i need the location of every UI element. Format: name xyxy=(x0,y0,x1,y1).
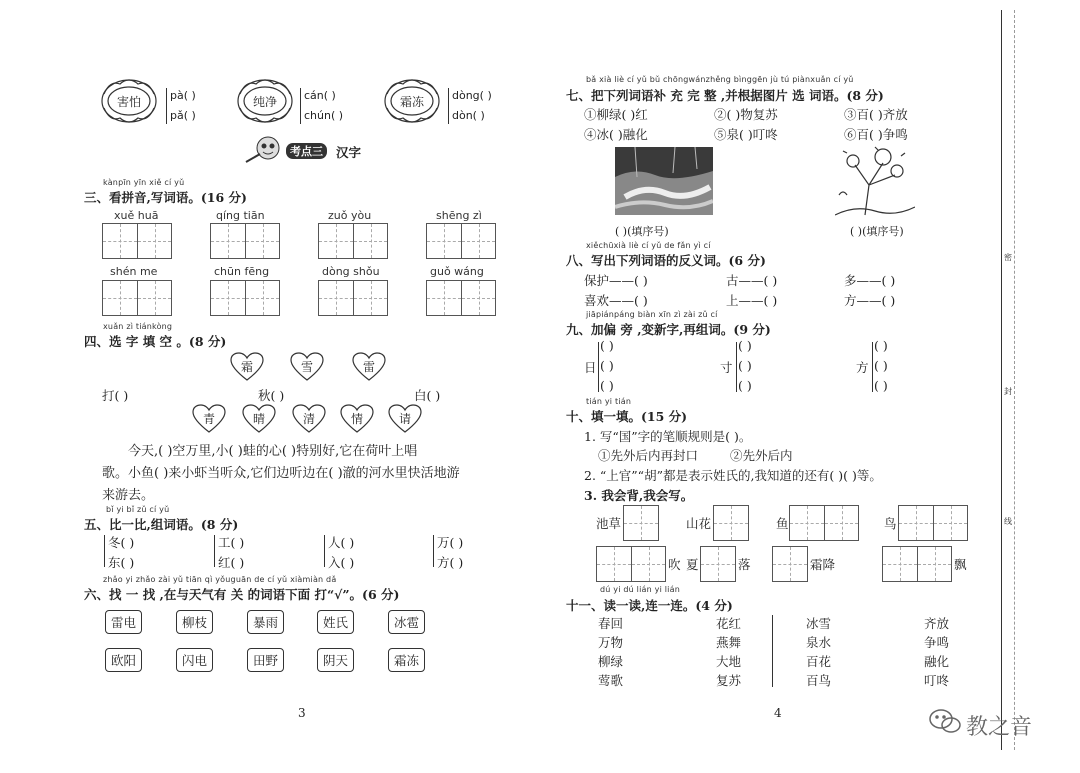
section-title: 五、比一比,组词语。(8 分) xyxy=(84,517,239,532)
match-word[interactable]: 融化 xyxy=(924,654,950,669)
flower-word: 纯净 xyxy=(252,95,277,109)
image-answer-blank[interactable]: ( )(填序号) xyxy=(615,225,669,238)
passage-line: 今天,( )空万里,小( )蛙的心( )特别好,它在荷叶上唱 xyxy=(128,444,418,459)
word-pair-blank[interactable]: 工( ) xyxy=(218,535,245,550)
word-box[interactable]: 欧阳 xyxy=(105,648,142,672)
writing-grid[interactable] xyxy=(318,280,388,316)
section-pinyin: zhǎo yi zhǎo zài yǔ tiān qì yǒuguān de cí yǔ xiàmiàn dǎ xyxy=(103,575,337,584)
writing-grid[interactable] xyxy=(882,546,952,582)
section-pinyin: kànpīn yīn xiě cí yǔ xyxy=(103,178,185,187)
pinyin-prompt: guǒ wáng xyxy=(430,265,484,278)
match-word[interactable]: 争鸣 xyxy=(924,635,950,650)
word-pair-blank[interactable]: 人( ) xyxy=(328,535,355,550)
section-pinyin: bǎ xià liè cí yǔ bǔ chōngwánzhěng bìnggēn jù tú piànxuǎn cí yǔ xyxy=(586,75,854,84)
poem-word: 飘 xyxy=(954,557,967,572)
match-word[interactable]: 花红 xyxy=(716,616,742,631)
writing-grid[interactable] xyxy=(426,223,496,259)
pinyin-prompt: zuǒ yòu xyxy=(328,209,372,222)
section-pinyin: dú yi dú lián yi lián xyxy=(600,585,680,594)
flower-badge-1 xyxy=(100,76,158,126)
banner-text: 汉字 xyxy=(336,145,362,160)
word-box[interactable]: 雷电 xyxy=(105,610,142,634)
poem-word: 鸟 xyxy=(884,516,897,531)
question-3: 3. 我会背,我会写。 xyxy=(584,488,694,503)
word-box[interactable]: 暴雨 xyxy=(247,610,284,634)
section-pinyin: xuǎn zì tiánkòng xyxy=(103,322,173,331)
heart-char: 清 xyxy=(292,404,326,434)
radical-blank[interactable]: ( ) xyxy=(600,378,614,393)
binding-label: 密 xyxy=(1004,253,1012,262)
writing-grid[interactable] xyxy=(426,280,496,316)
poem-word: 吹 xyxy=(668,557,681,572)
mascot-icon xyxy=(244,134,284,170)
section-title: 六、找 一 找 ,在与天气有 关 的词语下面 打“√”。(6 分) xyxy=(84,587,400,602)
match-word[interactable]: 万物 xyxy=(598,635,624,650)
word-pair-blank[interactable]: 红( ) xyxy=(218,555,245,570)
base-char: 日 xyxy=(584,360,597,375)
binding-line-dashed xyxy=(1014,10,1015,750)
word-box[interactable]: 姓氏 xyxy=(317,610,354,634)
pinyin-option: dòn( ) xyxy=(452,109,485,122)
writing-grid[interactable] xyxy=(210,280,280,316)
word-pair-blank[interactable]: 冬( ) xyxy=(108,535,135,550)
radical-blank[interactable]: ( ) xyxy=(600,338,614,353)
match-word[interactable]: 百花 xyxy=(806,654,832,669)
antonym-blank[interactable]: 方——( ) xyxy=(844,293,896,308)
pinyin-prompt: qíng tiān xyxy=(216,209,265,222)
writing-grid[interactable] xyxy=(898,505,968,541)
match-word[interactable]: 叮咚 xyxy=(924,673,950,688)
pinyin-option: cán( ) xyxy=(304,89,336,102)
antonym-blank[interactable]: 多——( ) xyxy=(844,273,896,288)
word-pair-blank[interactable]: 东( ) xyxy=(108,555,135,570)
antonym-blank[interactable]: 古——( ) xyxy=(726,273,778,288)
pinyin-option: pà( ) xyxy=(170,89,196,102)
writing-grid[interactable] xyxy=(623,505,659,541)
match-word[interactable]: 百鸟 xyxy=(806,673,832,688)
image-answer-blank[interactable]: ( )(填序号) xyxy=(850,225,904,238)
heart-char: 请 xyxy=(388,404,422,434)
passage-line: 来游去。 xyxy=(102,488,155,503)
banner-badge: 考点三 xyxy=(286,143,327,159)
radical-blank[interactable]: ( ) xyxy=(874,338,888,353)
radical-blank[interactable]: ( ) xyxy=(600,358,614,373)
heart-char: 晴 xyxy=(242,404,276,434)
poem-word: 鱼 xyxy=(776,516,789,531)
section-title: 八、写出下列词语的反义词。(6 分) xyxy=(566,253,766,268)
match-word[interactable]: 复苏 xyxy=(716,673,742,688)
match-word[interactable]: 春回 xyxy=(598,616,624,631)
heart-char: 雪 xyxy=(290,352,324,382)
pinyin-option: pǎ( ) xyxy=(170,109,196,122)
antonym-blank[interactable]: 保护——( ) xyxy=(584,273,648,288)
poem-word: 夏 xyxy=(686,557,699,572)
radical-blank[interactable]: ( ) xyxy=(738,338,752,353)
flower-badge-3 xyxy=(383,76,441,126)
pinyin-prompt: chūn fēng xyxy=(214,265,270,278)
word-box[interactable]: 霜冻 xyxy=(388,648,425,672)
section-pinyin: jiāpiánpáng biàn xīn zì zài zǔ cí xyxy=(586,310,718,319)
antonym-blank[interactable]: 上——( ) xyxy=(726,293,778,308)
radical-blank[interactable]: ( ) xyxy=(738,378,752,393)
word-box[interactable]: 田野 xyxy=(247,648,284,672)
pinyin-prompt: shén me xyxy=(110,265,158,278)
word-pair-blank[interactable]: 万( ) xyxy=(437,535,464,550)
heart-char: 霜 xyxy=(230,352,264,382)
word-box[interactable]: 冰雹 xyxy=(388,610,425,634)
pinyin-prompt: dòng shǒu xyxy=(322,265,380,278)
radical-blank[interactable]: ( ) xyxy=(874,378,888,393)
section-title: 九、加偏 旁 ,变新字,再组词。(9 分) xyxy=(566,322,771,337)
option-a[interactable]: ①先外后内再封口 xyxy=(598,448,699,463)
fill-blank[interactable]: 白( ) xyxy=(414,388,441,403)
section-pinyin: bǐ yi bǐ zǔ cí yǔ xyxy=(106,505,170,514)
heart-char: 雷 xyxy=(352,352,386,382)
writing-grid[interactable] xyxy=(700,546,736,582)
binding-label: 线 xyxy=(1004,517,1012,526)
writing-grid[interactable] xyxy=(210,223,280,259)
match-word[interactable]: 柳绿 xyxy=(598,654,624,669)
page-number-right: 4 xyxy=(774,706,782,720)
binding-line xyxy=(1001,10,1002,750)
idiom-blank[interactable]: ⑥百( )争鸣 xyxy=(844,127,908,142)
match-word[interactable]: 燕舞 xyxy=(716,635,742,650)
section-title: 三、看拼音,写词语。(16 分) xyxy=(84,190,247,205)
idiom-blank[interactable]: ④冰( )融化 xyxy=(584,127,648,142)
radical-blank[interactable]: ( ) xyxy=(874,358,888,373)
flower-badge-2 xyxy=(236,76,294,126)
antonym-blank[interactable]: 喜欢——( ) xyxy=(584,293,648,308)
word-box[interactable]: 柳枝 xyxy=(176,610,213,634)
section-title: 七、把下列词语补 充 完 整 ,并根据图片 选 词语。(8 分) xyxy=(566,88,884,103)
base-char: 寸 xyxy=(720,360,733,375)
pinyin-prompt: xuě huā xyxy=(114,209,159,222)
base-char: 方 xyxy=(856,360,869,375)
word-pair-blank[interactable]: 方( ) xyxy=(437,555,464,570)
poem-word: 山花 xyxy=(686,516,712,531)
section-title: 四、选 字 填 空 。(8 分) xyxy=(84,334,227,349)
writing-grid[interactable] xyxy=(102,223,172,259)
section-title: 十一、读一读,连一连。(4 分) xyxy=(566,598,733,613)
passage-line: 歌。小鱼( )来小虾当听众,它们边听边在( )澈的河水里快活地游 xyxy=(102,466,460,481)
word-pair-blank[interactable]: 入( ) xyxy=(328,555,355,570)
section-pinyin: tián yi tián xyxy=(586,397,632,406)
idiom-blank[interactable]: ③百( )齐放 xyxy=(844,107,908,122)
match-word[interactable]: 泉水 xyxy=(806,635,832,650)
section-title: 十、填一填。(15 分) xyxy=(566,409,688,424)
pinyin-option: chún( ) xyxy=(304,109,344,122)
idiom-blank[interactable]: ①柳绿( )红 xyxy=(584,107,648,122)
heart-char: 情 xyxy=(340,404,374,434)
page-number-left: 3 xyxy=(298,706,306,720)
writing-grid[interactable] xyxy=(789,505,859,541)
idiom-blank[interactable]: ②( )物复苏 xyxy=(714,107,778,122)
pinyin-option: dòng( ) xyxy=(452,89,492,102)
watermark-text: 教之音 xyxy=(966,715,1033,740)
writing-grid[interactable] xyxy=(318,223,388,259)
fill-blank[interactable]: 秋( ) xyxy=(258,388,285,403)
flower-word: 霜冻 xyxy=(399,95,424,109)
radical-blank[interactable]: ( ) xyxy=(738,358,752,373)
writing-grid[interactable] xyxy=(772,546,808,582)
writing-grid[interactable] xyxy=(102,280,172,316)
spring-tree-image xyxy=(835,145,915,217)
option-b[interactable]: ②先外后内 xyxy=(730,448,793,463)
poem-word: 池草 xyxy=(596,516,622,531)
winter-stream-image xyxy=(615,147,713,215)
match-word[interactable]: 冰雪 xyxy=(806,616,832,631)
word-box[interactable]: 闪电 xyxy=(176,648,213,672)
wechat-icon xyxy=(928,708,962,740)
poem-word: 落 xyxy=(738,557,751,572)
writing-grid[interactable] xyxy=(596,546,666,582)
word-box[interactable]: 阴天 xyxy=(317,648,354,672)
heart-char: 青 xyxy=(192,404,226,434)
question-2: 2. “上官”“胡”都是表示姓氏的,我知道的还有( )( )等。 xyxy=(584,468,882,483)
fill-blank[interactable]: 打( ) xyxy=(102,388,129,403)
poem-word: 霜降 xyxy=(810,557,836,572)
pinyin-prompt: shēng zì xyxy=(436,209,482,222)
match-word[interactable]: 莺歌 xyxy=(598,673,624,688)
section-pinyin: xiěchūxià liè cí yǔ de fǎn yì cí xyxy=(586,241,711,250)
question-1: 1. 写“国”字的笔顺规则是( )。 xyxy=(584,429,752,444)
writing-grid[interactable] xyxy=(713,505,749,541)
flower-word: 害怕 xyxy=(116,95,141,109)
idiom-blank[interactable]: ⑤泉( )叮咚 xyxy=(714,127,778,142)
match-word[interactable]: 大地 xyxy=(716,654,742,669)
match-word[interactable]: 齐放 xyxy=(924,616,950,631)
binding-label: 封 xyxy=(1004,387,1012,396)
